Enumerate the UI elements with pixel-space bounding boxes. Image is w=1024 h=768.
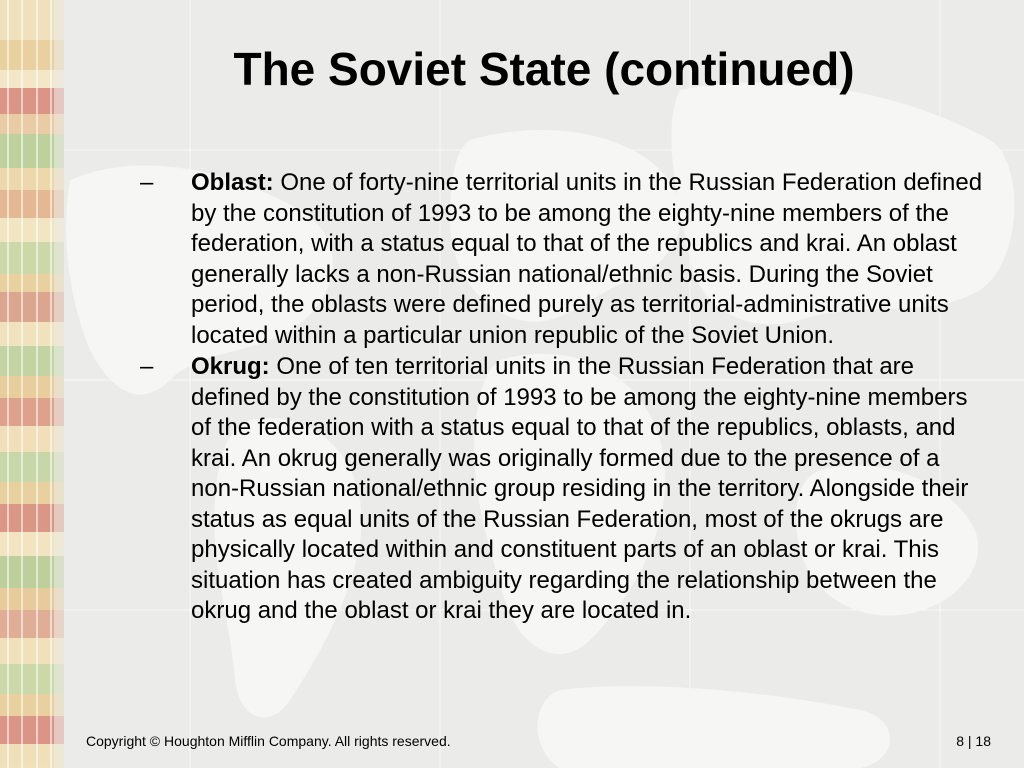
definition-list [140, 168, 990, 628]
copyright-notice: Copyright © Houghton Mifflin Company. All rights reserved. [86, 733, 451, 749]
term-okrug: Okrug: [191, 353, 277, 380]
slide-title: The Soviet State (continued) [233, 43, 855, 95]
decorative-left-stripe [0, 0, 64, 768]
definition-text-oblast: One of forty-nine territorial units in the Russian Federation defined by the constitution of 1993 to be among the eighty-nine members of the federation, with a status equal to that of the republics and krai. An oblast generally lacks a non-Russian national/ethnic basis. During the Soviet period, the oblasts were defined purely as territorial-administrative units located within a particular union republic of the Soviet Union. [191, 169, 983, 349]
bullet-dash: – [140, 169, 154, 196]
definition-oblast [140, 168, 990, 351]
term-oblast: Oblast: [191, 169, 281, 196]
definition-text-okrug: One of ten territorial units in the Russian Federation that are defined by the constitution of 1993 to be among the eighty-nine members of the federation with a status equal to that of the republics, oblasts, and krai. An okrug generally was originally formed due to the presence of a non-Russian national/ethnic group residing in the territory. Alongside their status as equal units of the Russian Federation, most of the okrugs are physically located within and constituent parts of an oblast or krai. This situation has created ambiguity regarding the relationship between the okrug and the oblast or krai they are located in. [191, 353, 969, 624]
page-number: 8 | 18 [956, 733, 991, 749]
definition-okrug [140, 352, 990, 627]
bullet-dash: – [140, 353, 154, 380]
